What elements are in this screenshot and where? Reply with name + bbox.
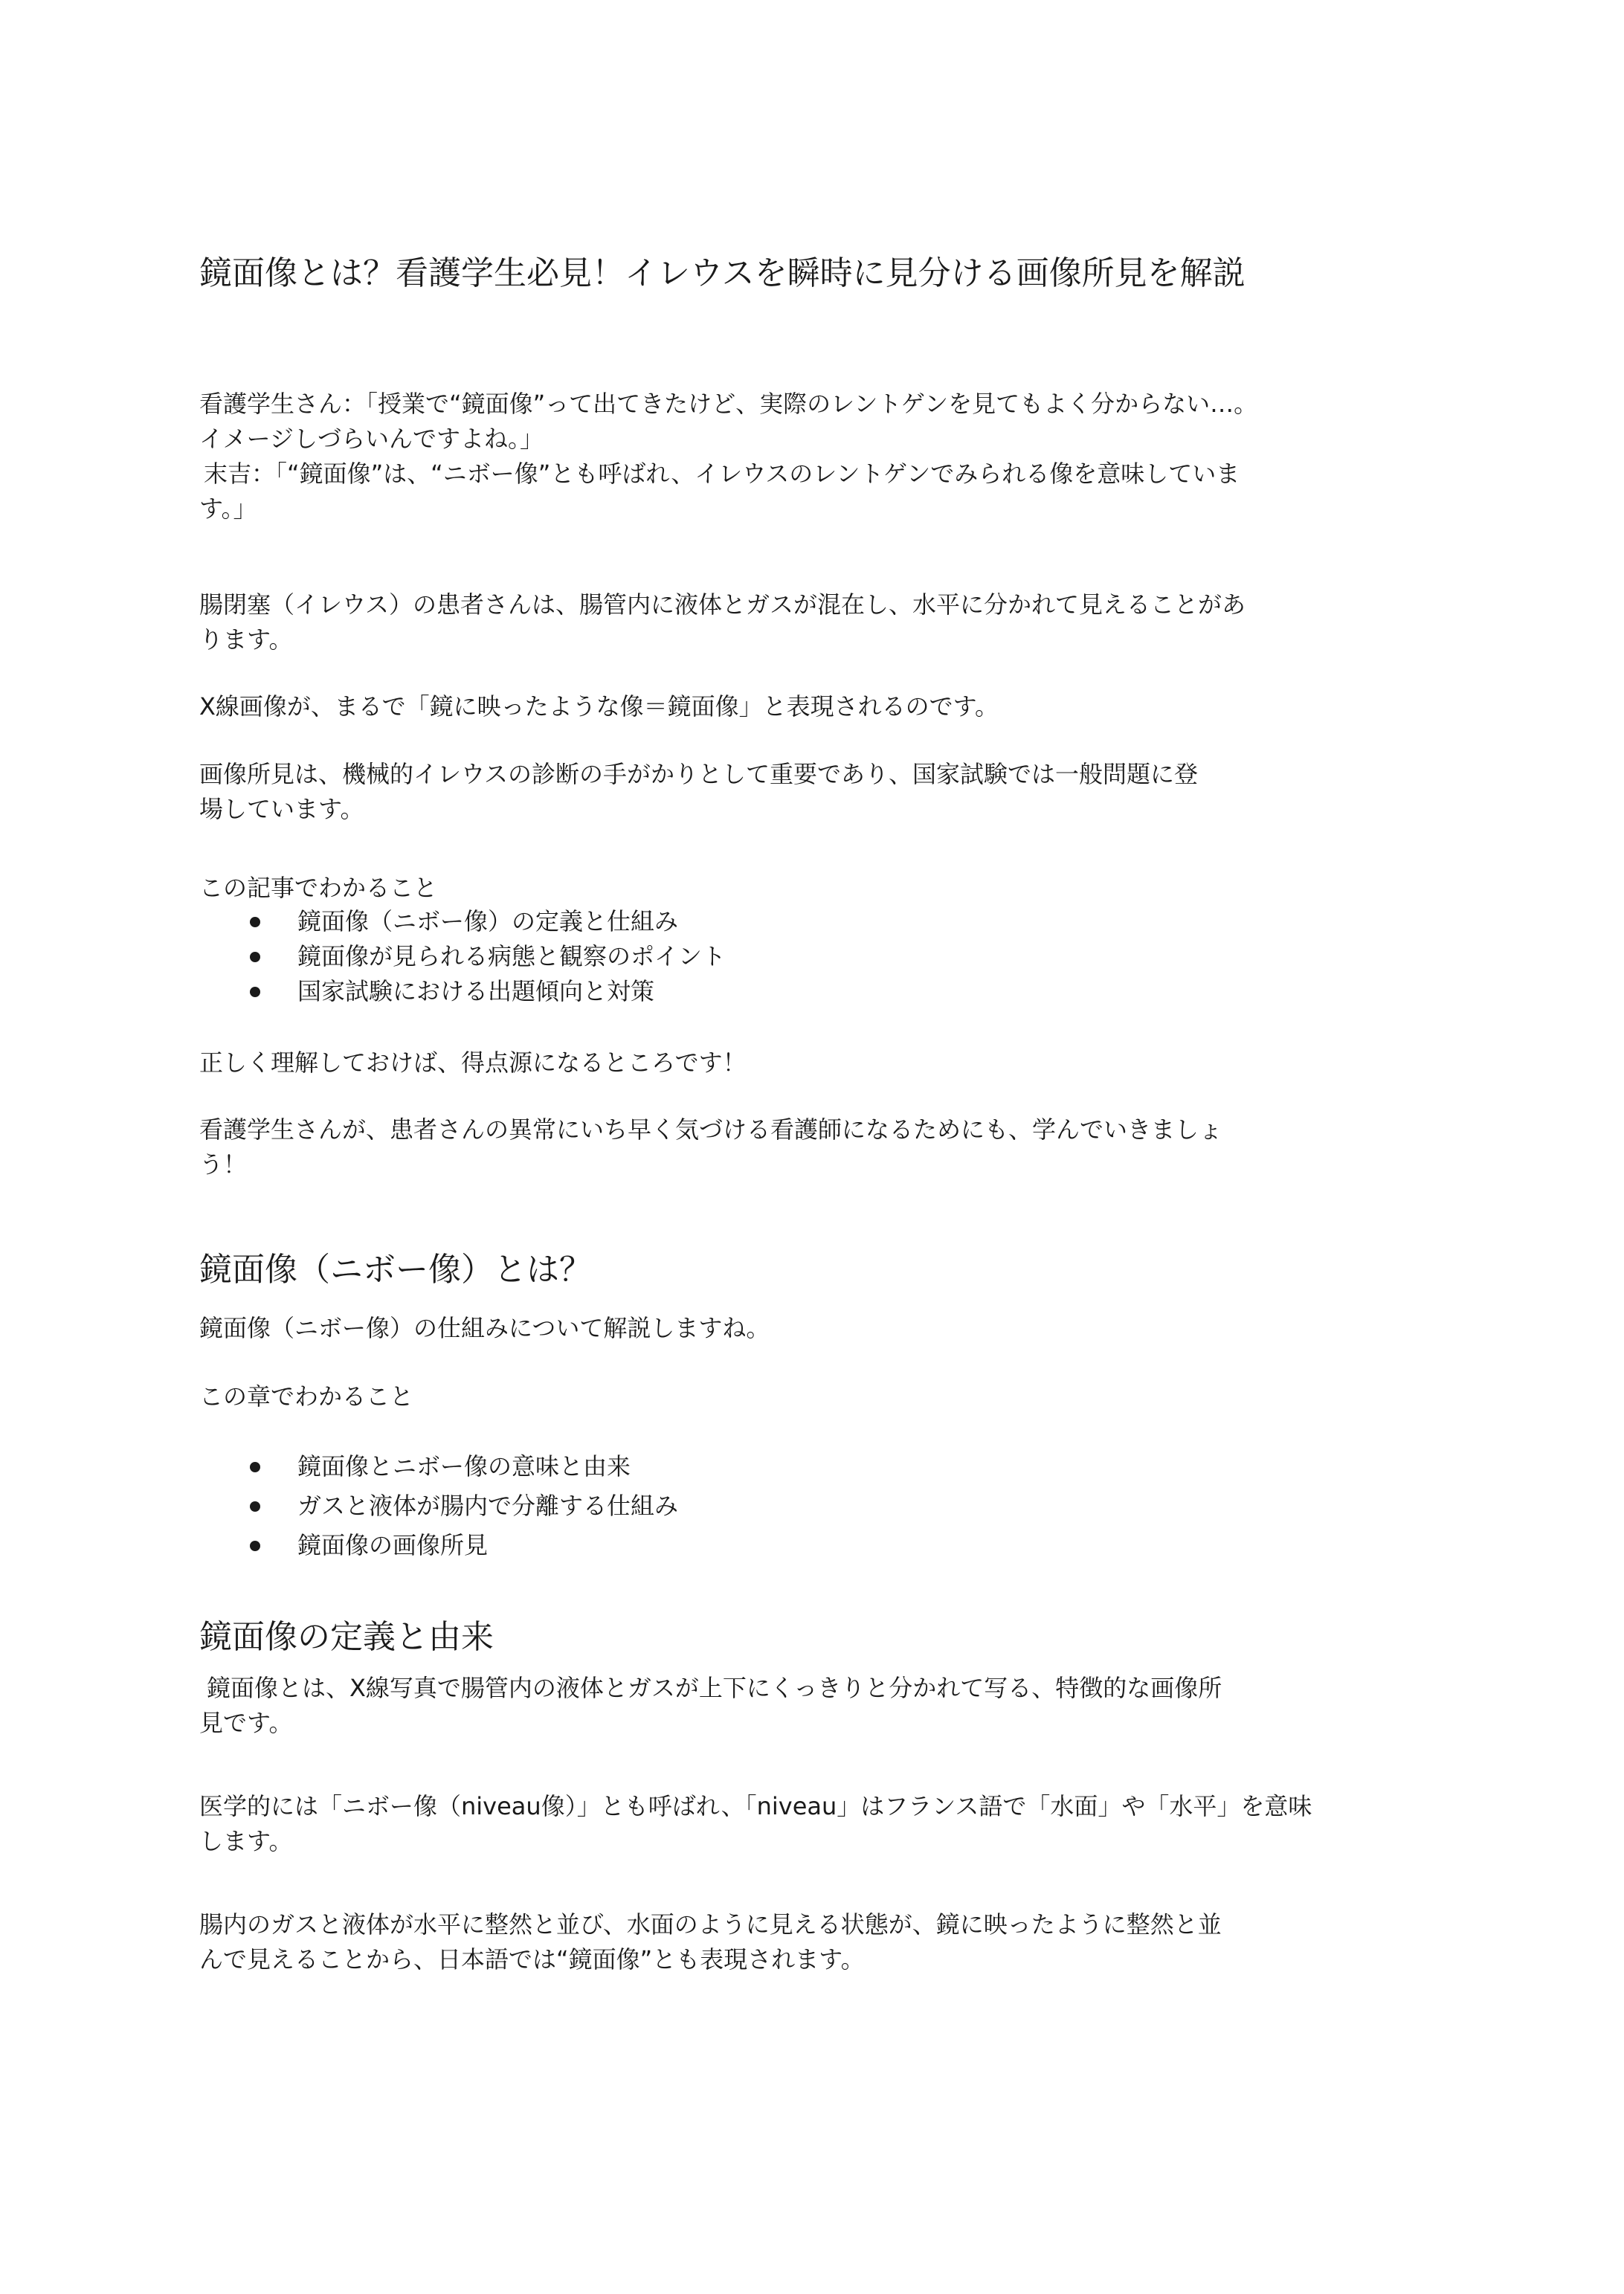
- document-title: 鏡面像とは？看護学生必見！イレウスを瞬時に見分ける画像所見を解説: [199, 254, 1246, 292]
- intro-paragraph-1: [199, 587, 1449, 657]
- bullet-icon: [250, 1462, 260, 1472]
- paragraph-line: します。: [199, 1827, 293, 1855]
- bullet-icon: [250, 987, 260, 997]
- paragraph-line: 鏡面像とは、X線写真で腸管内の液体とガスが上下にくっきりと分かれて写る、特徴的な画像所: [207, 1674, 1222, 1702]
- list-item: [199, 1486, 678, 1526]
- list-item: [199, 939, 726, 974]
- paragraph-line: 腸内のガスと液体が水平に整然と並び、水面のように見える状態が、鏡に映ったように整然と並: [199, 1910, 1222, 1939]
- list-item-text: 鏡面像とニボー像の意味と由来: [297, 1452, 631, 1481]
- list-item-text: 鏡面像の画像所見: [297, 1531, 489, 1559]
- paragraph-line: 正しく理解しておけば、得点源になるところです！: [199, 1048, 747, 1077]
- paragraph-line: X線画像が、まるで「鏡に映ったような像＝鏡面像」と表現されるのです。: [199, 692, 999, 721]
- paragraph-line: んで見えることから、日本語では“鏡面像”とも表現されます。: [199, 1945, 865, 1974]
- bullet-icon: [250, 1541, 260, 1551]
- paragraph-line: 腸閉塞（イレウス）の患者さんは、腸管内に液体とガスが混在し、水平に分かれて見えることがあ: [199, 590, 1246, 619]
- list-item: [199, 974, 726, 1009]
- bullet-icon: [250, 952, 260, 962]
- dialogue-line: 末吉：「“鏡面像”は、“ニボー像”とも呼ばれ、イレウスのレントゲンでみられる像を意味していま: [204, 460, 1240, 488]
- section2-paragraph-3: [199, 1907, 1449, 1977]
- section-heading: 鏡面像の定義と由来: [199, 1618, 494, 1656]
- bullet-icon: [250, 1501, 260, 1512]
- paragraph-line: ります。: [199, 625, 293, 654]
- article-learn-list: [199, 904, 726, 1009]
- dialogue-line: イメージしづらいんですよね。」: [199, 425, 544, 453]
- paragraph-line: 見です。: [199, 1709, 293, 1737]
- paragraph-line: 画像所見は、機械的イレウスの診断の手がかりとして重要であり、国家試験では一般問題に登: [199, 760, 1199, 788]
- paragraph-line: 場しています。: [199, 795, 364, 823]
- intro-paragraph-3: [199, 757, 1449, 827]
- section2-paragraph-2: [199, 1789, 1449, 1859]
- dialogue-line: 看護学生さん：「授業で“鏡面像”って出てきたけど、実際のレントゲンを見てもよく分からない…。: [199, 390, 1258, 418]
- article-learn-heading: [199, 871, 1449, 906]
- chapter-learn-heading: [199, 1379, 1449, 1414]
- list-item-text: 鏡面像が見られる病態と観察のポイント: [297, 942, 726, 970]
- bullet-icon: [250, 917, 260, 927]
- list-item: [199, 904, 726, 939]
- list-item-text: 鏡面像（ニボー像）の定義と仕組み: [297, 907, 679, 935]
- learn-heading-text: この章でわかること: [199, 1382, 414, 1411]
- intro-paragraph-5: [199, 1112, 1449, 1182]
- intro-paragraph-2: [199, 689, 1449, 724]
- section2-paragraph-1: [199, 1671, 1449, 1741]
- section1-paragraph: [199, 1311, 1449, 1346]
- learn-heading-text: この記事でわかること: [199, 874, 438, 902]
- intro-paragraph-4: [199, 1045, 1449, 1080]
- paragraph-line: 看護学生さんが、患者さんの異常にいち早く気づける看護師になるためにも、学んでいきましょ: [199, 1115, 1223, 1144]
- section-heading: 鏡面像（ニボー像）とは？: [199, 1251, 592, 1289]
- list-item-text: 国家試験における出題傾向と対策: [297, 977, 655, 1005]
- list-item: [199, 1526, 678, 1565]
- dialogue-line: す。」: [199, 494, 257, 523]
- paragraph-line: 医学的には「ニボー像（niveau像）」とも呼ばれ、「niveau」はフランス語で「水面」や「水平」を意味: [199, 1792, 1312, 1820]
- list-item-text: ガスと液体が腸内で分離する仕組み: [297, 1492, 679, 1520]
- paragraph-line: う！: [199, 1150, 248, 1179]
- chapter-learn-list: [199, 1447, 678, 1565]
- paragraph-line: 鏡面像（ニボー像）の仕組みについて解説しますね。: [199, 1314, 770, 1342]
- intro-dialogue: [199, 387, 1449, 526]
- list-item: [199, 1447, 678, 1486]
